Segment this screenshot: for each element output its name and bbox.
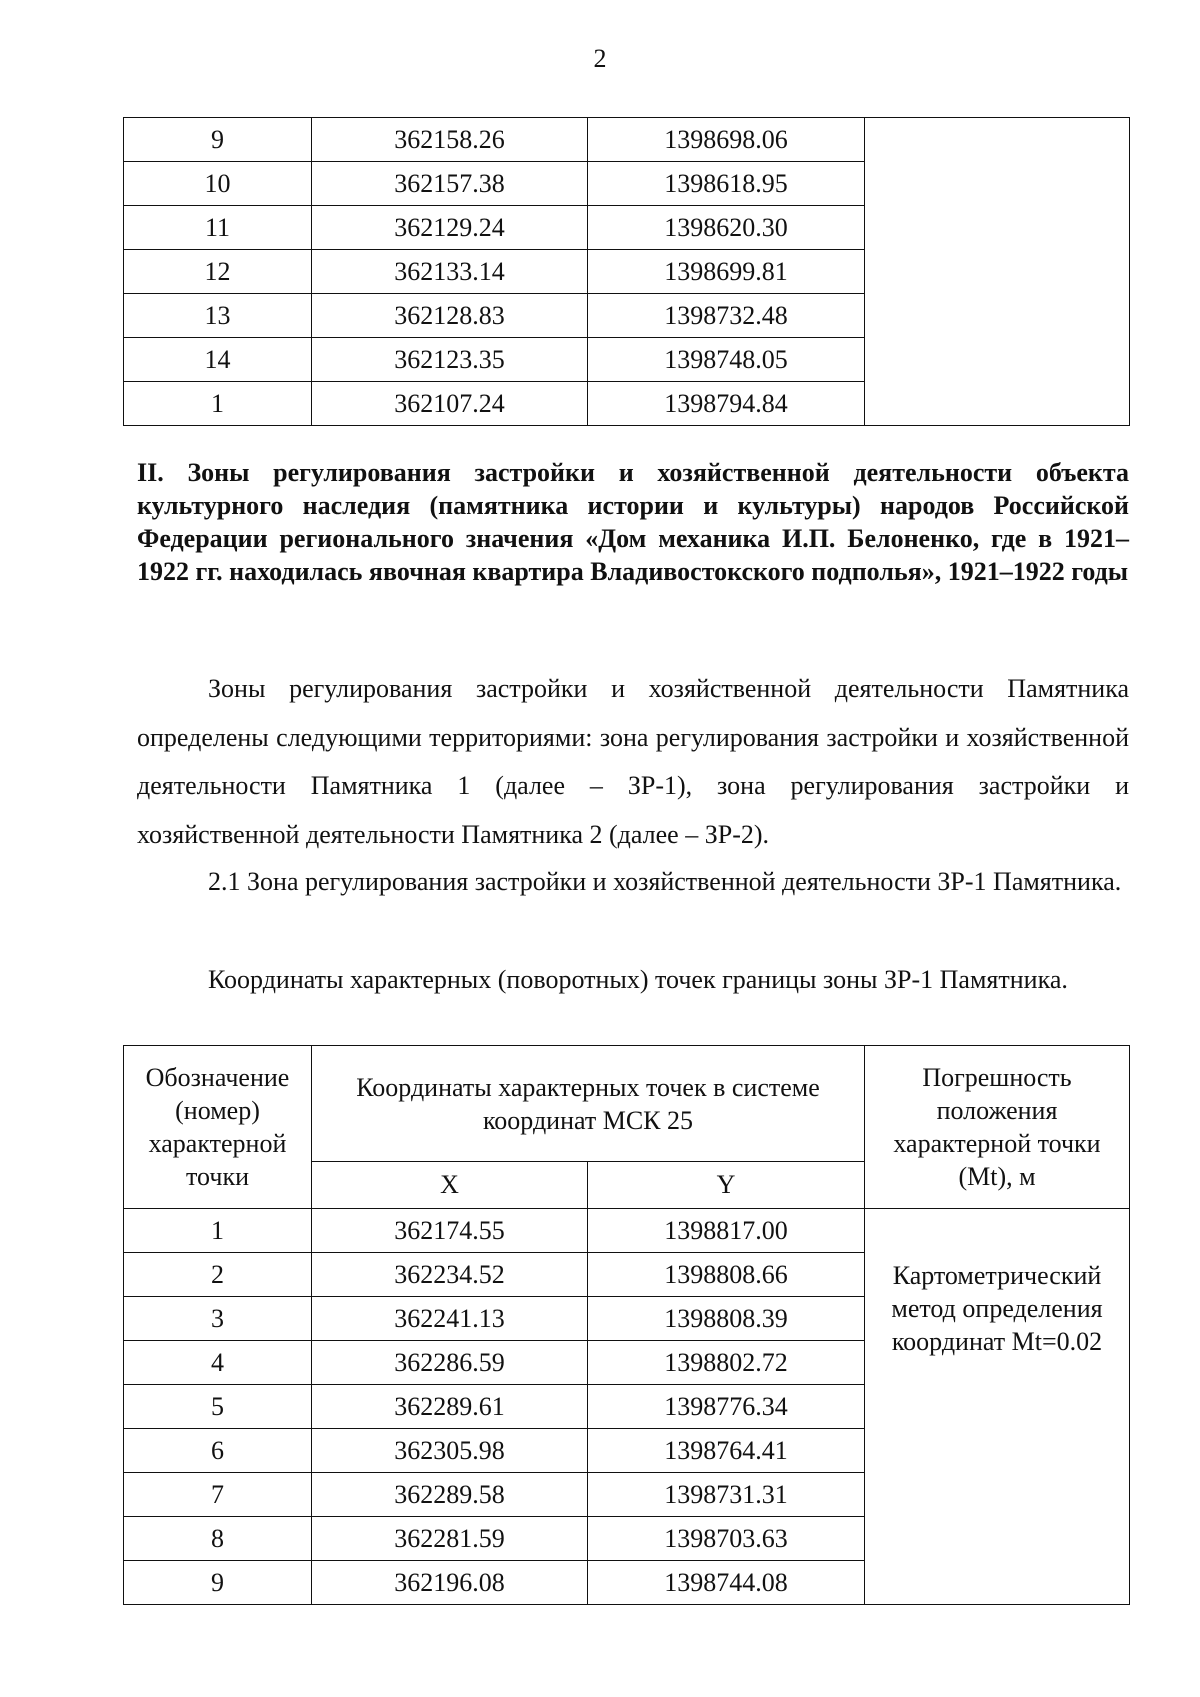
header-error: Погрешность положения характерной точки (Mt), м <box>865 1046 1130 1209</box>
coord-y: 1398808.39 <box>588 1297 865 1341</box>
coord-y: 1398776.34 <box>588 1385 865 1429</box>
header-coordinates: Координаты характерных точек в системе координат МСК 25 <box>312 1046 865 1162</box>
coordinates-table-zr1 <box>123 1045 1130 1605</box>
coord-x: 362289.58 <box>312 1473 588 1517</box>
coord-x: 362305.98 <box>312 1429 588 1473</box>
coord-y: 1398764.41 <box>588 1429 865 1473</box>
coord-x: 362123.35 <box>312 338 588 382</box>
point-number: 5 <box>124 1385 312 1429</box>
coord-y: 1398817.00 <box>588 1209 865 1253</box>
point-number: 9 <box>124 118 312 162</box>
point-number: 8 <box>124 1517 312 1561</box>
coord-x: 362107.24 <box>312 382 588 426</box>
coord-x: 362289.61 <box>312 1385 588 1429</box>
error-cell-empty <box>865 118 1130 426</box>
point-number: 4 <box>124 1341 312 1385</box>
point-number: 12 <box>124 250 312 294</box>
coord-y: 1398620.30 <box>588 206 865 250</box>
coord-x: 362281.59 <box>312 1517 588 1561</box>
coord-x: 362196.08 <box>312 1561 588 1605</box>
point-number: 1 <box>124 382 312 426</box>
method-cell: Картометрический метод определения координат Mt=0.02 <box>865 1209 1130 1605</box>
coord-y: 1398698.06 <box>588 118 865 162</box>
point-number: 7 <box>124 1473 312 1517</box>
header-x: X <box>312 1162 588 1209</box>
coord-y: 1398732.48 <box>588 294 865 338</box>
coord-y: 1398808.66 <box>588 1253 865 1297</box>
coord-y: 1398618.95 <box>588 162 865 206</box>
coord-y: 1398703.63 <box>588 1517 865 1561</box>
coord-y: 1398748.05 <box>588 338 865 382</box>
coord-y: 1398794.84 <box>588 382 865 426</box>
point-number: 14 <box>124 338 312 382</box>
point-number: 9 <box>124 1561 312 1605</box>
coord-x: 362133.14 <box>312 250 588 294</box>
table-header-row <box>124 1046 1130 1162</box>
point-number: 13 <box>124 294 312 338</box>
header-y: Y <box>588 1162 865 1209</box>
coord-x: 362129.24 <box>312 206 588 250</box>
point-number: 6 <box>124 1429 312 1473</box>
coord-x: 362157.38 <box>312 162 588 206</box>
point-number: 10 <box>124 162 312 206</box>
table-row <box>124 118 1130 162</box>
coord-x: 362174.55 <box>312 1209 588 1253</box>
coordinates-table-continued <box>123 117 1130 426</box>
page-number: 2 <box>593 44 607 73</box>
coord-y: 1398744.08 <box>588 1561 865 1605</box>
header-point-number: Обозначение (номер) характерной точки <box>124 1046 312 1209</box>
point-number: 11 <box>124 206 312 250</box>
coord-y: 1398699.81 <box>588 250 865 294</box>
coord-y: 1398802.72 <box>588 1341 865 1385</box>
coord-x: 362158.26 <box>312 118 588 162</box>
table-row <box>124 1209 1130 1253</box>
coord-y: 1398731.31 <box>588 1473 865 1517</box>
paragraph-zones: Зоны регулирования застройки и хозяйственной деятельности Памятника определены следующими территориями: зона регулирования застройки и хозяйственной деятельности Памятника 1 (далее – ЗР-1), зона регулирования застройки и хозяйственной деятельности Памятника 2 (далее – ЗР-2). <box>137 674 1129 849</box>
coord-x: 362241.13 <box>312 1297 588 1341</box>
point-number: 3 <box>124 1297 312 1341</box>
paragraph-coordinates-intro: Координаты характерных (поворотных) точек границы зоны ЗР-1 Памятника. <box>208 965 1068 994</box>
point-number: 1 <box>124 1209 312 1253</box>
coord-x: 362128.83 <box>312 294 588 338</box>
coord-x: 362286.59 <box>312 1341 588 1385</box>
paragraph-zone-zr1: 2.1 Зона регулирования застройки и хозяйственной деятельности ЗР-1 Памятника. <box>208 867 1122 896</box>
point-number: 2 <box>124 1253 312 1297</box>
coord-x: 362234.52 <box>312 1253 588 1297</box>
section-heading: II. Зоны регулирования застройки и хозяйственной деятельности объекта культурного наследия (памятника истории и культуры) народов Российской Федерации регионального значения «Дом механика И.П. Белоненко, где в 1921–1922 гг. находилась явочная квартира Владивостокского подполья», 1921–1922 годы <box>137 458 1129 586</box>
